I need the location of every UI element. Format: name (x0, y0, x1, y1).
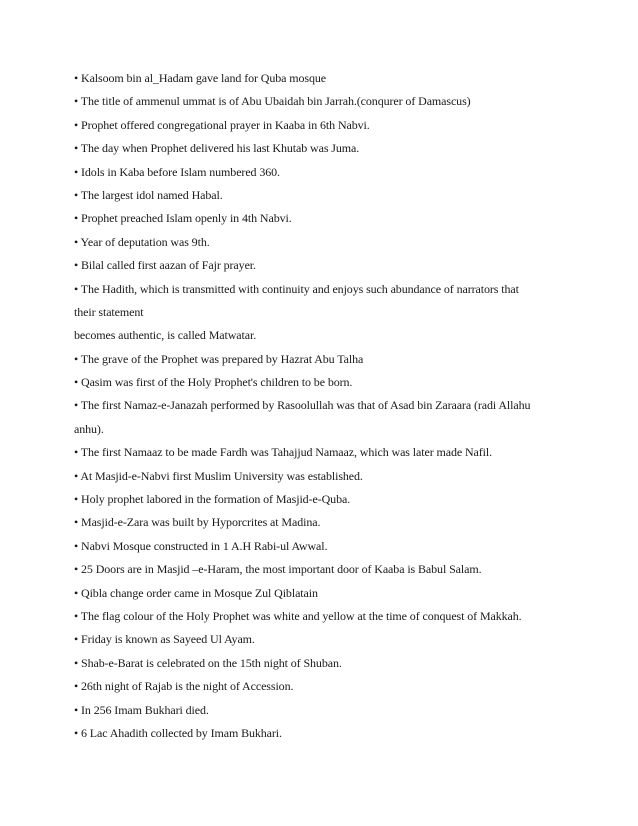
text-line: • Qasim was first of the Holy Prophet's children to be born. (74, 375, 353, 390)
text-line: • The day when Prophet delivered his last Khutab was Juma. (74, 141, 360, 156)
text-line: • Bilal called first aazan of Fajr prayer. (74, 258, 256, 273)
text-line: • Masjid-e-Zara was built by Hyporcrites at Madina. (74, 515, 321, 530)
text-line: • The flag colour of the Holy Prophet was white and yellow at the time of conquest of Makkah. (74, 608, 522, 623)
text-line: • Kalsoom bin al_Hadam gave land for Quba mosque (74, 71, 327, 85)
text-line: • At Masjid-e-Nabvi first Muslim University was established. (74, 468, 363, 483)
text-line: • The largest idol named Habal. (74, 187, 223, 202)
text-line: • Prophet preached Islam openly in 4th Nabvi. (74, 211, 292, 226)
text-line: becomes authentic, is called Matwatar. (74, 328, 257, 343)
text-line: • Holy prophet labored in the formation of Masjid-e-Quba. (74, 492, 351, 507)
text-line: • The title of ammenul ummat is of Abu Ubaidah bin Jarrah.(conqurer of Damascus) (74, 94, 471, 109)
text-line: • The first Namaaz to be made Fardh was Tahajjud Namaaz, which was later made Nafil. (74, 445, 493, 460)
text-line: • Prophet offered congregational prayer in Kaaba in 6th Nabvi. (74, 117, 370, 132)
text-line: • The Hadith, which is transmitted with continuity and enjoys such abundance of narrators that (74, 281, 519, 296)
text-line: • 25 Doors are in Masjid –e-Haram, the most important door of Kaaba is Babul Salam. (74, 562, 482, 577)
text-line: anhu). (74, 421, 104, 436)
text-line: • 6 Lac Ahadith collected by Imam Bukhari. (74, 725, 282, 740)
text-line: • The grave of the Prophet was prepared by Hazrat Abu Talha (74, 351, 364, 366)
text-line: • Friday is known as Sayeed Ul Ayam. (74, 632, 255, 647)
text-line: • The first Namaz-e-Janazah performed by Rasoolullah was that of Asad bin Zaraara (radi Allahu (74, 398, 531, 413)
text-line: • Idols in Kaba before Islam numbered 360. (74, 164, 280, 179)
document-body (74, 67, 574, 745)
text-line: their statement (74, 304, 144, 319)
text-line: • Nabvi Mosque constructed in 1 A.H Rabi-ul Awwal. (74, 538, 328, 553)
text-line: • Shab-e-Barat is celebrated on the 15th night of Shuban. (74, 655, 342, 670)
text-line: • Qibla change order came in Mosque Zul Qiblatain (74, 585, 318, 600)
text-line: • In 256 Imam Bukhari died. (74, 702, 209, 717)
text-line: • Year of deputation was 9th. (74, 234, 210, 249)
text-line: • 26th night of Rajab is the night of Accession. (74, 679, 294, 694)
